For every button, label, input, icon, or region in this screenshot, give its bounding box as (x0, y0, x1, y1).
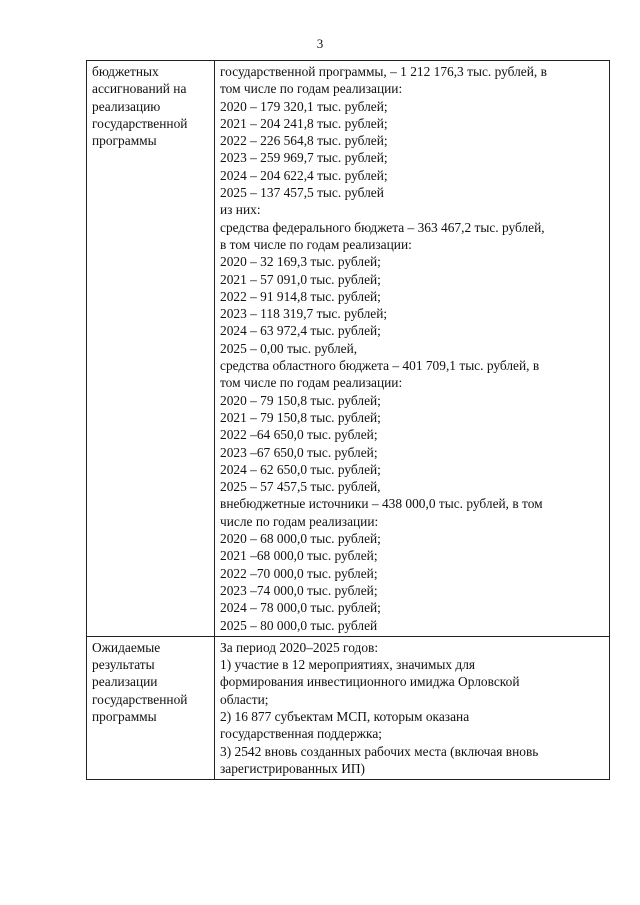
row-label-cell (87, 636, 215, 779)
value-line: государственной программы, – 1 212 176,3 тыс. рублей, в (220, 64, 547, 79)
value-line: 2024 – 63 972,4 тыс. рублей; (220, 323, 381, 339)
label-line: ассигнований на (92, 81, 187, 97)
value-line: 2022 –70 000,0 тыс. рублей; (220, 565, 378, 581)
value-line: формирования инвестиционного имиджа Орловской (220, 674, 520, 690)
value-line: внебюджетные источники – 438 000,0 тыс. рублей, в том (220, 496, 543, 512)
label-line: программы (92, 133, 157, 149)
value-line: 3) 2542 вновь созданных рабочих места (включая вновь (220, 743, 539, 759)
value-line: 2022 – 226 564,8 тыс. рублей; (220, 133, 388, 149)
page-number: 3 (316, 36, 324, 51)
value-line: 2023 – 259 969,7 тыс. рублей; (220, 150, 388, 166)
table-body (87, 61, 610, 780)
value-line: 2023 –74 000,0 тыс. рублей; (220, 582, 378, 598)
label-line: Ожидаемые (92, 639, 161, 655)
value-line: области; (220, 691, 269, 707)
row-value-cell (215, 636, 610, 779)
value-line: 2021 –68 000,0 тыс. рублей; (220, 548, 378, 564)
value-line: средства областного бюджета – 401 709,1 тыс. рублей, в (220, 358, 540, 374)
value-line: 2024 – 62 650,0 тыс. рублей; (220, 461, 381, 477)
value-line: 2023 – 118 319,7 тыс. рублей; (220, 306, 388, 322)
value-line: 2025 – 137 457,5 тыс. рублей (220, 185, 384, 201)
table-row (87, 61, 610, 637)
value-line: том числе по годам реализации: (220, 81, 403, 97)
value-line: 2020 – 79 150,8 тыс. рублей; (220, 392, 381, 408)
value-line: За период 2020–2025 годов: (220, 639, 379, 655)
value-line: зарегистрированных ИП) (220, 760, 366, 776)
value-line: в том числе по годам реализации: (220, 236, 412, 252)
value-line: 1) участие в 12 мероприятиях, значимых для (220, 657, 476, 673)
label-line: реализации (92, 674, 158, 690)
value-line: 2024 – 204 622,4 тыс. рублей; (220, 167, 388, 183)
value-line: 2020 – 68 000,0 тыс. рублей; (220, 531, 381, 547)
value-line: 2020 – 179 320,1 тыс. рублей; (220, 98, 388, 114)
table-row (87, 636, 610, 779)
value-line: из них: (220, 202, 261, 218)
label-line: реализацию (92, 98, 161, 114)
program-passport-table (86, 60, 610, 780)
row-label-cell (87, 61, 215, 637)
value-line: 2021 – 204 241,8 тыс. рублей; (220, 115, 388, 131)
value-line: числе по годам реализации: (220, 513, 379, 529)
label-line: результаты (92, 657, 155, 673)
value-line: государственная поддержка; (220, 726, 382, 742)
value-line: 2024 – 78 000,0 тыс. рублей; (220, 600, 381, 616)
value-line: 2022 – 91 914,8 тыс. рублей; (220, 288, 381, 304)
row-value-cell (215, 61, 610, 637)
value-line: 2025 – 57 457,5 тыс. рублей, (220, 479, 381, 495)
value-line: 2025 – 80 000,0 тыс. рублей (220, 617, 378, 633)
value-line: 2020 – 32 169,3 тыс. рублей; (220, 254, 381, 270)
label-line: государственной (92, 691, 188, 707)
value-line: том числе по годам реализации: (220, 375, 403, 391)
value-line: 2021 – 57 091,0 тыс. рублей; (220, 271, 381, 287)
label-line: программы (92, 708, 157, 724)
value-line: 2) 16 877 субъектам МСП, которым оказана (220, 708, 470, 724)
value-line: 2022 –64 650,0 тыс. рублей; (220, 427, 378, 443)
value-line: 2025 – 0,00 тыс. рублей, (220, 340, 358, 356)
label-line: бюджетных (92, 64, 159, 79)
value-line: средства федерального бюджета – 363 467,2 тыс. рублей, (220, 219, 545, 235)
value-line: 2021 – 79 150,8 тыс. рублей; (220, 409, 381, 425)
value-line: 2023 –67 650,0 тыс. рублей; (220, 444, 378, 460)
label-line: государственной (92, 115, 188, 131)
